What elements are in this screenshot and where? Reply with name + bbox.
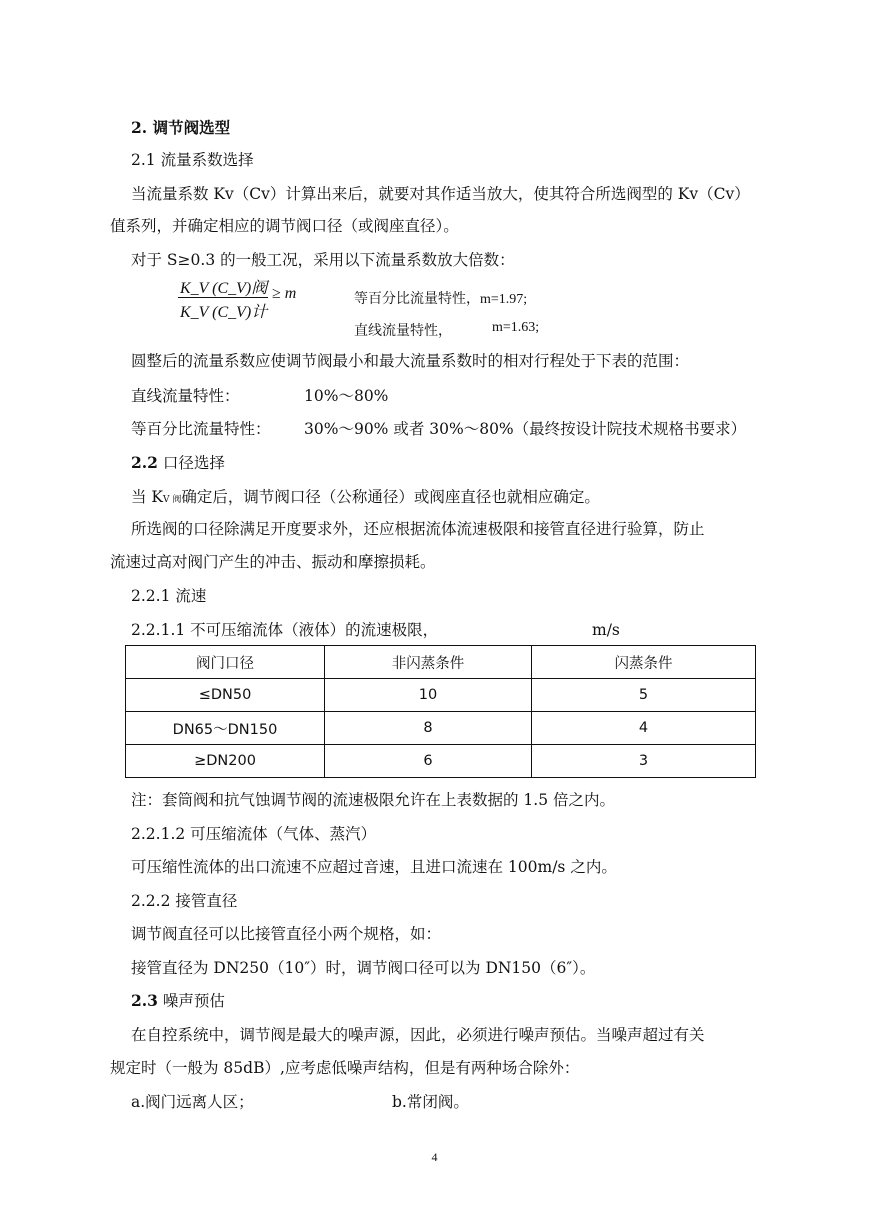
paragraph-2-1-s-condition: 对于 S≥0.3 的一般工况，采用以下流量系数放大倍数：: [131, 251, 515, 269]
linear-range-label: 直线流量特性：: [131, 387, 240, 405]
exception-b: b.常闭阀。: [392, 1093, 469, 1111]
paragraph-2-1-line2: 值系列，并确定相应的调节阀口径（或阀座直径）。: [110, 217, 459, 235]
linear-note: 直线流量特性，: [354, 324, 452, 339]
paragraph-2-2-line1: [131, 487, 600, 510]
formula-geq-m: ≥ m: [272, 285, 297, 302]
paragraph-2-2-line3: 流速过高对阀门产生的冲击、振动和摩擦损耗。: [110, 553, 436, 571]
section-2-1-title: 2.1 流量系数选择: [131, 151, 254, 169]
table-cell: 8: [325, 712, 532, 745]
formula-numerator: K_V (C_V)阀: [180, 280, 268, 297]
table-note: 注：套筒阀和抗气蚀调节阀的流速极限允许在上表数据的 1.5 倍之内。: [131, 791, 616, 809]
equal-percentage-note: 等百分比流量特性，m=1.97;: [354, 292, 528, 307]
table-cell: ≥DN200: [126, 745, 325, 778]
table-cell: 4: [532, 712, 756, 745]
section-2-3-text: 噪声预估: [162, 992, 225, 1010]
exception-a: a.阀门远离人区；: [131, 1093, 254, 1111]
section-2-3-title: [131, 991, 225, 1011]
paragraph-2-3-line2: 规定时（一般为 85dB）,应考虑低噪声结构，但是有两种场合除外：: [110, 1059, 580, 1077]
velocity-unit: m/s: [592, 621, 620, 639]
section-2-2-number: 2.2: [131, 453, 158, 472]
table-cell: 10: [325, 679, 532, 712]
table-row: [126, 745, 756, 778]
paragraph-2-2-kv-subscript: V 阀: [163, 495, 182, 505]
table-cell: ≤DN50: [126, 679, 325, 712]
table-cell: 3: [532, 745, 756, 778]
paragraph-2-3-line1: 在自控系统中，调节阀是最大的噪声源，因此，必须进行噪声预估。当噪声超过有关: [131, 1026, 705, 1044]
table-header-row: [126, 646, 756, 679]
section-2-title: 2. 调节阀选型: [131, 118, 231, 137]
formula-denominator: K_V (C_V)计: [180, 304, 268, 321]
page-number: 4: [431, 1150, 438, 1164]
section-2-2-1-2-title: 2.2.1.2 可压缩流体（气体、蒸汽）: [131, 825, 377, 843]
paragraph-2-2-kv: 当 K: [131, 488, 164, 506]
section-2-2-2-title: 2.2.2 接管直径: [131, 892, 238, 910]
header-non-flashing: 非闪蒸条件: [325, 646, 532, 679]
section-2-2-1-title: 2.2.1 流速: [131, 587, 207, 605]
paragraph-2-2-2-line1: 调节阀直径可以比接管直径小两个规格，如：: [131, 925, 442, 943]
fraction-bar: [178, 297, 268, 298]
velocity-limit-table: [125, 645, 756, 778]
header-flashing: 闪蒸条件: [532, 646, 756, 679]
table-cell: DN65～DN150: [126, 712, 325, 745]
table-cell: 5: [532, 679, 756, 712]
equal-range-label: 等百分比流量特性：: [131, 420, 271, 438]
flow-coefficient-formula: [176, 275, 311, 321]
table-row: [126, 679, 756, 712]
paragraph-2-1-range: 圆整后的流量系数应使调节阀最小和最大流量系数时的相对行程处于下表的范围：: [131, 352, 690, 370]
linear-range-value: 10%～80%: [304, 387, 389, 405]
section-2-2-title: [131, 453, 225, 473]
linear-note-m: m=1.63;: [492, 320, 540, 335]
paragraph-2-2-1-2: 可压缩性流体的出口流速不应超过音速，且进口流速在 100m/s 之内。: [131, 858, 617, 876]
header-valve-size: 阀门口径: [126, 646, 325, 679]
section-2-2-1-1-title: 2.2.1.1 不可压缩流体（液体）的流速极限，: [131, 621, 439, 639]
paragraph-2-1-line1: 当流量系数 Kv（Cv）计算出来后，就要对其作适当放大，使其符合所选阀型的 Kv（Cv）: [131, 185, 750, 203]
paragraph-2-2-line2: 所选阀的口径除满足开度要求外，还应根据流体流速极限和接管直径进行验算，防止: [131, 520, 705, 538]
table-cell: 6: [325, 745, 532, 778]
section-2-2-text: 口径选择: [162, 454, 225, 472]
section-2-3-number: 2.3: [131, 991, 158, 1010]
paragraph-2-2-2-line2: 接管直径为 DN250（10″）时，调节阀口径可以为 DN150（6″）。: [131, 959, 596, 977]
paragraph-2-2-rest: 确定后，调节阀口径（公称通径）或阀座直径也就相应确定。: [181, 488, 600, 506]
equal-range-value: 30%～90% 或者 30%～80%（最终按设计院技术规格书要求）: [304, 420, 747, 438]
table-row: [126, 712, 756, 745]
